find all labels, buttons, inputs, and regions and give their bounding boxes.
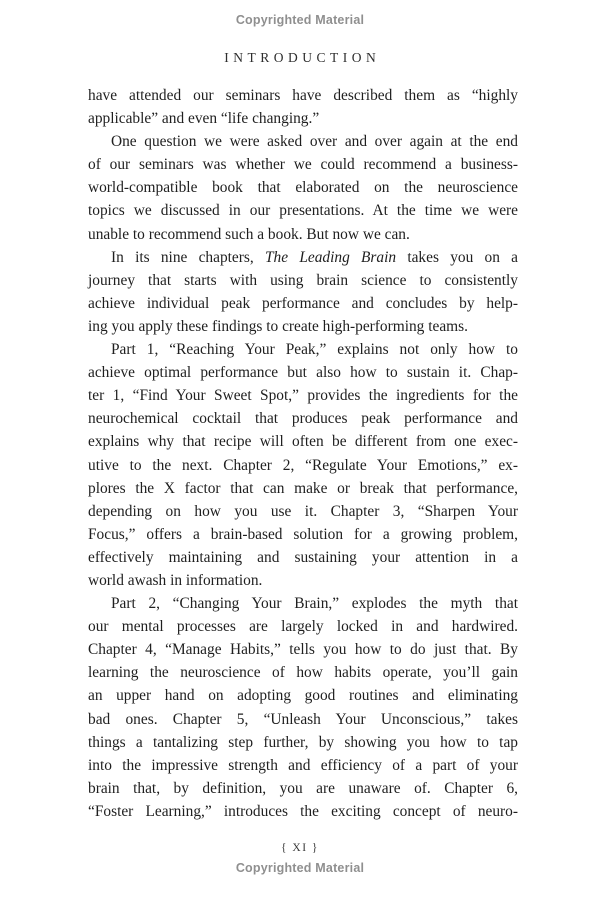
text-line: world awash in information. (88, 571, 263, 589)
text-line: ing you apply these findings to create high-performing teams. (88, 317, 468, 335)
text-line: depending on how you use it. Chapter 3, “Sharpen Your (88, 502, 518, 520)
text-line: have attended our seminars have described them as “highly (88, 87, 518, 104)
text-line: into the impressive strength and efficiency of a part of your (88, 756, 518, 774)
text-line: learning the neuroscience of how habits operate, you’ll gain (88, 664, 518, 682)
text-line: brain that, by definition, you are unaware of. Chapter 6, (88, 779, 518, 797)
copyright-notice-bottom: Copyrighted Material (235, 861, 365, 875)
text-line: achieve individual peak performance and concludes by help- (88, 294, 518, 312)
copyright-notice-top: Copyrighted Material (235, 13, 365, 27)
text-line: our mental processes are largely locked in and hardwired. (88, 618, 518, 636)
body-text (88, 84, 518, 823)
text-line: Chapter 4, “Manage Habits,” tells you how to do just that. By (88, 641, 518, 659)
page-number: { XI } (281, 842, 319, 854)
text-line: Focus,” offers a brain-based solution for a growing problem, (88, 525, 518, 543)
text-line: plores the X factor that can make or break that performance, (88, 479, 518, 497)
text-line: One question we were asked over and over again at the end (111, 133, 518, 151)
text-line: utive to the next. Chapter 2, “Regulate Your Emotions,” ex- (88, 456, 518, 474)
text-line: of our seminars was whether we could recommend a business- (88, 156, 518, 174)
text-line: an upper hand on adopting good routines and eliminating (88, 687, 518, 705)
text-line: applicable” and even “life changing.” (88, 110, 320, 128)
text-line: achieve optimal performance but also how to sustain it. Chap- (88, 364, 518, 382)
text-line: Part 2, “Changing Your Brain,” explodes the myth that (111, 595, 518, 613)
text-line: journey that starts with using brain science to consistently (88, 271, 518, 289)
text-line: bad ones. Chapter 5, “Unleash Your Unconscious,” takes (88, 710, 518, 728)
text-line: unable to recommend such a book. But now we can. (88, 225, 410, 243)
text-line: ter 1, “Find Your Sweet Spot,” provides the ingredients for the (88, 387, 518, 405)
chapter-header: INTRODUCTION (224, 50, 381, 65)
text-line: effectively maintaining and sustaining your attention in a (88, 548, 518, 566)
text-line: things a tantalizing step further, by showing you how to tap (88, 733, 518, 751)
text-line: world-compatible book that elaborated on the neuroscience (88, 179, 518, 197)
text-line: Part 1, “Reaching Your Peak,” explains not only how to (111, 341, 518, 359)
text-line: explains why that recipe will often be different from one exec- (88, 433, 518, 451)
text-line: neurochemical cocktail that produces peak performance and (88, 410, 518, 428)
text-line: In its nine chapters, The Leading Brain takes you on a (111, 248, 518, 266)
text-line: “Foster Learning,” introduces the exciting concept of neuro- (88, 802, 518, 820)
text-line: topics we discussed in our presentations. At the time we were (88, 202, 518, 220)
